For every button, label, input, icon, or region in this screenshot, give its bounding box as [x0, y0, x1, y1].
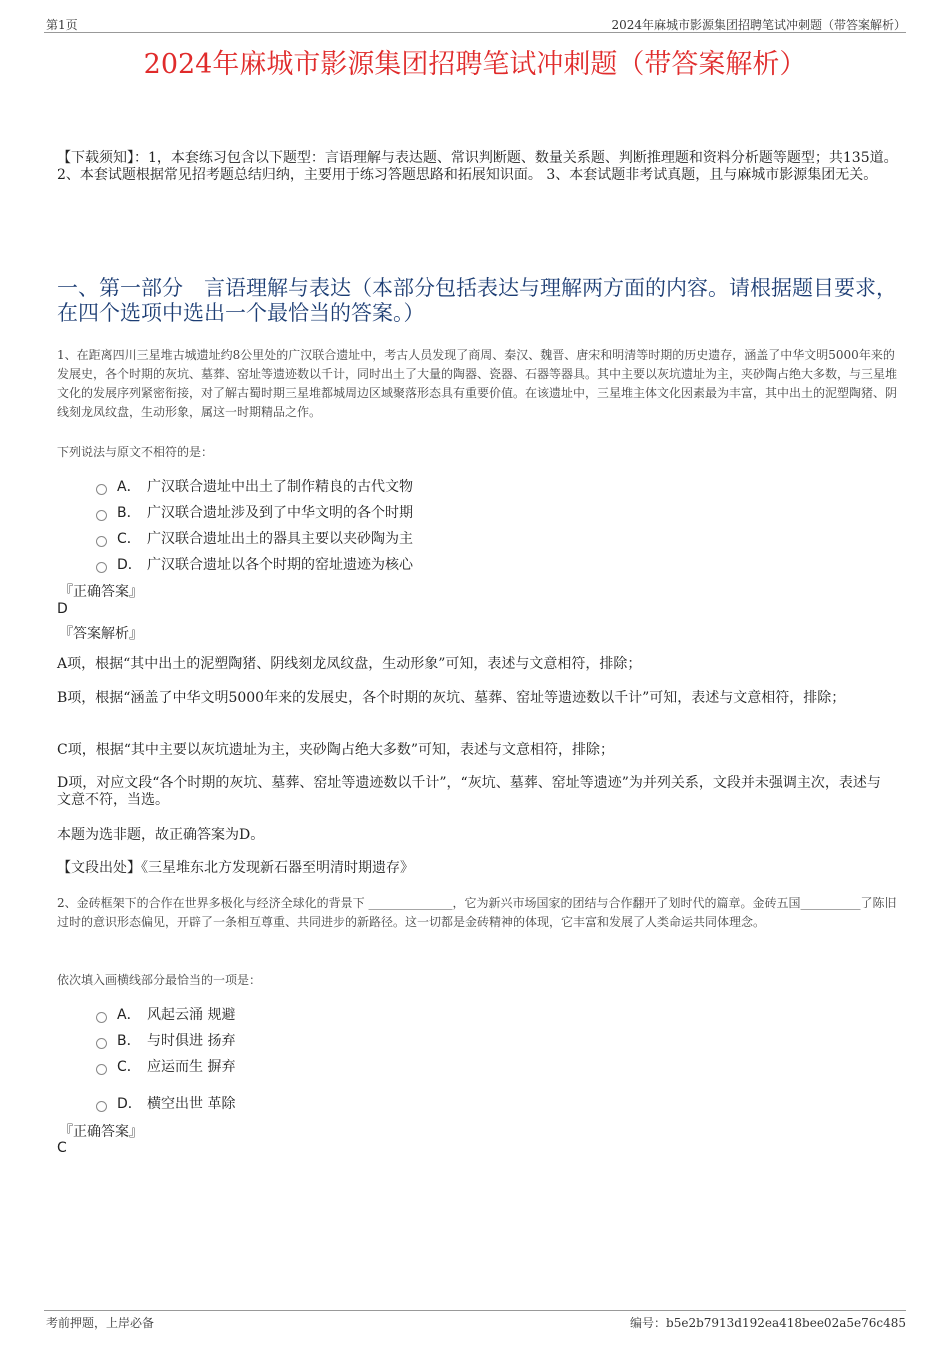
- page-number: 第1页: [46, 18, 78, 32]
- q2-stem: 2、金砖框架下的合作在世界多极化与经济全球化的背景下 ______________，它为新兴市场国家的团结与合作翻开了划时代的篇章。金砖五国__________了陈旧过时的意识形态偏见，开辟了一条相互尊重、共同进步的新路径。这一切都是金砖精神的体现，它丰富和发展了人类命运共同体理念。: [57, 896, 897, 929]
- option-text: 广汉联合遗址以各个时期的窑址遗迹为核心: [147, 557, 413, 573]
- q1-option-a[interactable]: [96, 476, 413, 496]
- q1-analysis-a: A项，根据“其中出土的泥塑陶猪、阴线刻龙凤纹盘，生动形象”可知，表述与文意相符，排除；: [57, 656, 642, 672]
- header-doc-title: 2024年麻城市影源集团招聘笔试冲刺题（带答案解析）: [611, 18, 906, 32]
- radio-icon[interactable]: [96, 510, 107, 521]
- q1-option-d[interactable]: [96, 554, 413, 574]
- q2-option-b[interactable]: [96, 1030, 235, 1050]
- option-letter: D．: [117, 557, 142, 573]
- radio-icon[interactable]: [96, 536, 107, 547]
- radio-icon[interactable]: [96, 1064, 107, 1075]
- footer-divider: [44, 1310, 906, 1311]
- q2-option-a[interactable]: [96, 1004, 235, 1024]
- q2-option-c[interactable]: [96, 1056, 235, 1076]
- q1-answer-label: 『正确答案』: [59, 584, 143, 600]
- q2-option-d[interactable]: [96, 1093, 235, 1113]
- q1-analysis-b: B项，根据“涵盖了中华文明5000年来的发展史，各个时期的灰坑、墓葬、窑址等遗迹数以千计”可知，表述与文意相符，排除；: [57, 690, 846, 706]
- radio-icon[interactable]: [96, 1038, 107, 1049]
- q1-analysis-conclusion: 本题为选非题，故正确答案为D。: [57, 827, 265, 843]
- radio-icon[interactable]: [96, 562, 107, 573]
- option-text: 横空出世 革除: [147, 1096, 236, 1112]
- header-divider: [44, 32, 906, 33]
- option-text: 与时俱进 扬弃: [147, 1033, 236, 1049]
- option-text: 风起云涌 规避: [147, 1007, 236, 1023]
- option-letter: A．: [117, 479, 141, 495]
- option-text: 应运而生 摒弃: [147, 1059, 236, 1075]
- q1-analysis-c: C项，根据“其中主要以灰坑遗址为主，夹砂陶占绝大多数”可知，表述与文意相符，排除；: [57, 742, 615, 758]
- footer-doc-id: 编号：b5e2b7913d192ea418bee02a5e76c485: [630, 1316, 906, 1330]
- q2-ask: 依次填入画横线部分最恰当的一项是：: [57, 973, 262, 987]
- q1-source: 【文段出处】《三星堆东北方发现新石器至明清时期遗存》: [57, 860, 414, 876]
- option-letter: B．: [117, 1033, 141, 1049]
- footer-slogan: 考前押题，上岸必备: [46, 1316, 155, 1330]
- option-text: 广汉联合遗址中出土了制作精良的古代文物: [147, 479, 413, 495]
- q1-analysis-label: 『答案解析』: [59, 626, 143, 642]
- section-heading: 一、第一部分 言语理解与表达（本部分包括表达与理解两方面的内容。请根据题目要求，在四个选项中选出一个最恰当的答案。）: [57, 276, 897, 325]
- option-letter: D．: [117, 1096, 142, 1112]
- option-text: 广汉联合遗址涉及到了中华文明的各个时期: [147, 505, 413, 521]
- q1-stem: 1、在距离四川三星堆古城遗址约8公里处的广汉联合遗址中，考古人员发现了商周、秦汉、魏晋、唐宋和明清等时期的历史遗存，涵盖了中华文明5000年来的发展史，各个时期的灰坑、墓葬、窑址等遗迹数以千计，同时出土了大量的陶器、瓷器、石器等器具。其中主要以灰坑遗址为主，夹砂陶占绝大多数，与三星堆文化的发展序列紧密衔接，对了解古蜀时期三星堆都城周边区域聚落形态具有重要价值。在该遗址中，三星堆主体文化因素最为丰富，其中出土的泥塑陶猪、阴线刻龙凤纹盘，生动形象，属这一时期精品之作。: [57, 348, 898, 419]
- q1-analysis-d: D项，对应文段“各个时期的灰坑、墓葬、窑址等遗迹数以千计”，“灰坑、墓葬、窑址等遗迹”为并列关系，文段并未强调主次，表述与文意不符，当选。: [57, 775, 881, 808]
- q1-answer: D: [57, 601, 68, 617]
- download-notice: 【下载须知】：1，本套练习包含以下题型：言语理解与表达题、常识判断题、数量关系题、判断推理题和资料分析题等题型；共135道。 2、本套试题根据常见招考题总结归纳，主要用于练习答题思路和拓展知识面。 3、本套试题非考试真题，且与麻城市影源集团无关。: [57, 150, 898, 183]
- option-letter: C．: [117, 531, 141, 547]
- option-letter: B．: [117, 505, 141, 521]
- option-letter: C．: [117, 1059, 141, 1075]
- option-text: 广汉联合遗址出土的器具主要以夹砂陶为主: [147, 531, 413, 547]
- q2-answer-label: 『正确答案』: [59, 1124, 143, 1140]
- q1-option-c[interactable]: [96, 528, 413, 548]
- option-letter: A．: [117, 1007, 141, 1023]
- radio-icon[interactable]: [96, 1012, 107, 1023]
- radio-icon[interactable]: [96, 484, 107, 495]
- radio-icon[interactable]: [96, 1101, 107, 1112]
- q1-ask: 下列说法与原文不相符的是：: [57, 445, 214, 459]
- q2-answer: C: [57, 1140, 67, 1156]
- q1-option-b[interactable]: [96, 502, 413, 522]
- page-title: 2024年麻城市影源集团招聘笔试冲刺题（带答案解析）: [143, 49, 807, 80]
